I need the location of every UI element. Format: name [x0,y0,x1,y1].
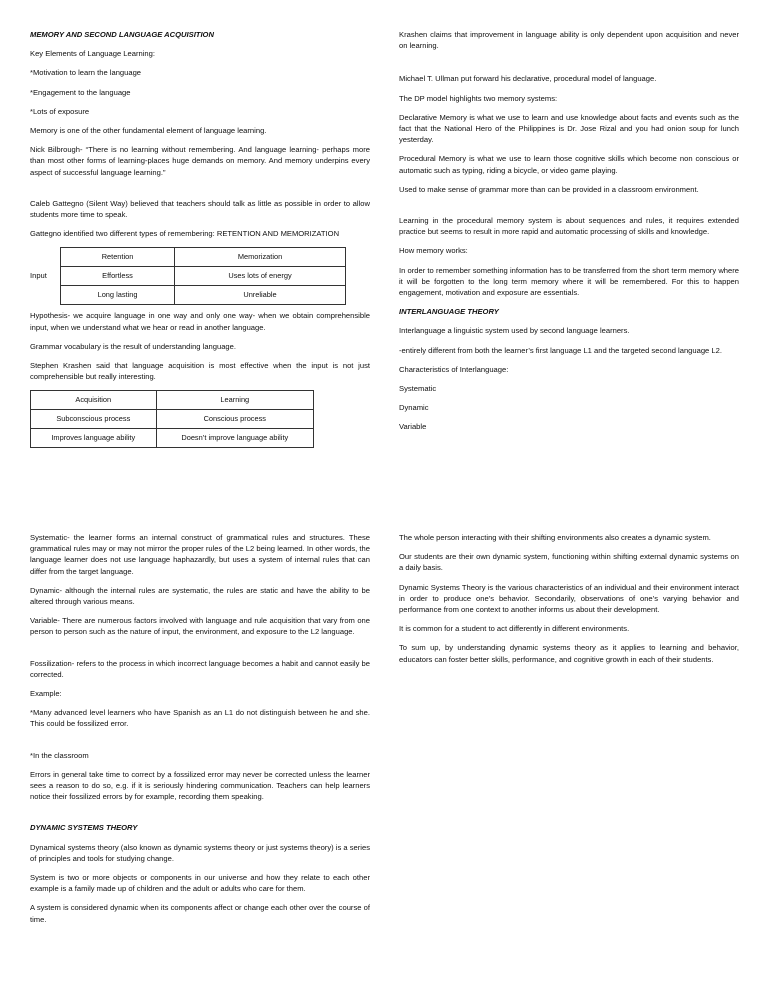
paragraph: Krashen claims that improvement in language ability is only dependent upon acquisition and never on learning. [399,30,739,51]
paragraph: Michael T. Ullman put forward his declarative, procedural model of language. [399,74,657,84]
retention-memorization-table-block [30,247,370,302]
section-heading-memory: MEMORY AND SECOND LANGUAGE ACQUISITION [30,30,214,39]
paragraph: Caleb Gattegno (Silent Way) believed that teachers should talk as little as possible in order to allow students more time to speak. [30,198,370,220]
table-header-cell: Memorization [175,248,346,267]
table-cell: Improves language ability [31,429,157,448]
paragraph: System is two or more objects or components in our universe and how they relate to each other example is a family made up of children and the adult or adults who care for them. [30,873,370,894]
paragraph: Errors in general take time to correct by a fossilized error may never be corrected unless the learner sees a reason to do so, e.g. if it is seriously hindering communication. Teachers can help learners notice their fossilized errors by for example, recording them speaking. [30,769,370,802]
list-item: Systematic [399,384,437,394]
table-cell: Unreliable [175,286,346,305]
paragraph: Procedural Memory is what we use to learn those cognitive skills which become non conscious or automatic such as typing, riding a bicycle, or video game playing. [399,154,739,175]
paragraph: Example: [30,689,62,699]
paragraph: How memory works: [399,246,468,256]
bullet-item: *Lots of exposure [30,106,90,116]
table-header-cell: Learning [156,391,313,410]
top-right-column [399,29,739,441]
bullet-item: *Engagement to the language [30,87,131,97]
paragraph: Key Elements of Language Learning: [30,49,155,59]
acquisition-learning-table [30,390,314,448]
table-cell: Effortless [61,267,175,286]
paragraph: Interlanguage a linguistic system used by second language learners. [399,326,630,336]
table-cell: Uses lots of energy [175,267,346,286]
table-row [31,429,314,448]
table-row [61,286,346,305]
paragraph: It is common for a student to act differently in different environments. [399,624,630,634]
paragraph: Dynamical systems theory (also known as dynamic systems theory or just systems theory) is a series of principles and tools for studying change. [30,842,370,863]
paragraph: Fossilization- refers to the process in which incorrect language becomes a habit and cannot easily be corrected. [30,658,370,679]
paragraph: *Many advanced level learners who have Spanish as an L1 do not distinguish between he and she. This could be fossilized error. [30,708,370,729]
input-label: Input [30,271,47,281]
list-item: Dynamic [399,403,429,413]
paragraph: Our students are their own dynamic system, functioning within shifting external dynamic systems on a daily basis. [399,552,739,573]
paragraph: Declarative Memory is what we use to learn and use knowledge about facts and events such as the fact that the National Hero of the Philippines is Dr. Jose Rizal and you had onion soup for lunch yesterday. [399,112,739,145]
table-cell: Conscious process [156,410,313,429]
section-heading-dynamic-systems: DYNAMIC SYSTEMS THEORY [30,823,138,833]
paragraph: Memory is one of the other fundamental element of language learning. [30,126,267,136]
table-cell: Doesn’t improve language ability [156,429,313,448]
top-left-column [30,29,370,456]
table-row [31,410,314,429]
paragraph: The whole person interacting with their shifting environments also creates a dynamic system. [399,533,711,542]
paragraph: Variable- There are numerous factors involved with language and rule acquisition that vary from one person to person such as the nature of input, the environment, and exposure to the L2 language. [30,616,370,637]
retention-memorization-table [60,247,346,305]
bottom-right-column [399,532,739,673]
table-cell: Long lasting [61,286,175,305]
paragraph: In order to remember something information has to be transferred from the short term memory where it will be forgotten to the long term memory where it will be remembered. For this to happen engagement, motivation and exposure are essentials. [399,265,739,298]
paragraph: Dynamic- although the internal rules are systematic, the rules are static and have the ability to be altered through various means. [30,585,370,607]
paragraph: Gattegno identified two different types of remembering: RETENTION AND MEMORIZATION [30,229,340,239]
paragraph: Grammar vocabulary is the result of understanding language. [30,341,236,351]
table-row [61,267,346,286]
table-header-cell: Acquisition [31,391,157,410]
paragraph: Systematic- the learner forms an internal construct of grammatical rules and structures. These grammatical rules may or may not mirror the proper rules of the L2 being learned. In other words, the language learner does not use language haphazardly, but uses a system of internal rules that can differ from the target language. [30,533,370,576]
bottom-left-column [30,532,370,933]
paragraph: Learning in the procedural memory system is about sequences and rules, it requires extended practice but seems to result in more rapid and automatic processing of skills and knowledge. [399,216,739,237]
bullet-item: *Motivation to learn the language [30,68,142,78]
paragraph: *In the classroom [30,750,89,760]
paragraph: -entirely different from both the learner’s first language L1 and the targeted second language L2. [399,345,722,355]
list-item: Variable [399,422,427,432]
paragraph: Nick Bilbrough- “There is no learning without remembering. And language learning- perhaps more than most other forms of learning-places huge demands on memory. And memory underpins every aspect of successful language learning.” [30,145,370,177]
paragraph: Stephen Krashen said that language acquisition is most effective when the input is not just comprehensible but really interesting. [30,361,370,382]
paragraph: Characteristics of Interlanguage: [399,364,509,374]
paragraph: Dynamic Systems Theory is the various characteristics of an individual and their environment interact in order to produce one’s behavior. Secondarily, observations of one’s varying behavior and performance from one context to another informs us about their development. [399,582,739,615]
paragraph: Hypothesis- we acquire language in one way and only one way- when we obtain comprehensible input, when we understand what we hear or read in another language. [30,311,370,332]
section-heading-interlanguage: INTERLANGUAGE THEORY [399,307,499,317]
paragraph: The DP model highlights two memory systems: [399,93,558,103]
table-header-row [31,391,314,410]
paragraph: Used to make sense of grammar more than can be provided in a classroom environment. [399,184,699,194]
paragraph: A system is considered dynamic when its components affect or change each other over the course of time. [30,903,370,924]
paragraph: To sum up, by understanding dynamic systems theory as it applies to learning and behavior, educators can foster better skills, performance, and cognitive growth in each of their students. [399,643,739,664]
table-header-row [61,248,346,267]
table-cell: Subconscious process [31,410,157,429]
table-header-cell: Retention [61,248,175,267]
